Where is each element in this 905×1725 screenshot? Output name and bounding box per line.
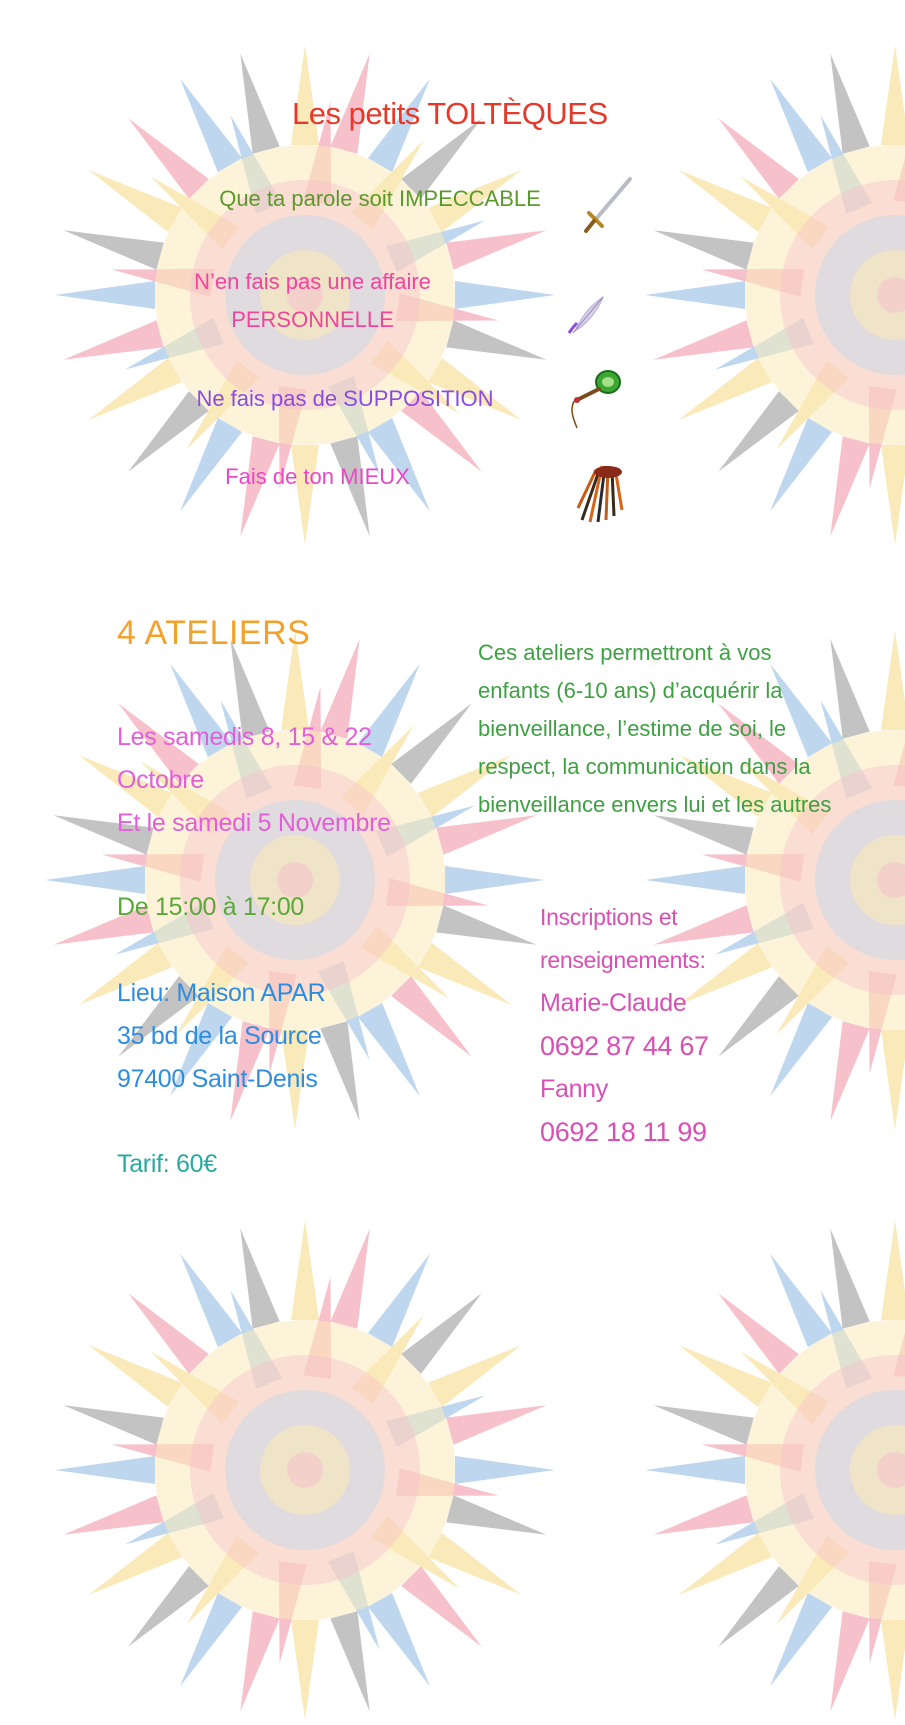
place-line: Lieu: Maison APAR [117,979,326,1007]
rattle-icon [555,360,630,435]
place-line: 35 bd de la Source [117,1022,322,1050]
contact-line: renseignements: [540,947,706,973]
maxim-supposition: Ne fais pas de SUPPOSITION [196,386,494,411]
price: Tarif: 60€ [117,1150,217,1178]
maxim-mieux: Fais de ton MIEUX [225,464,410,489]
page-title: Les petits TOLTÈQUES [292,96,608,131]
contact-phone[interactable]: 0692 87 44 67 [540,1031,709,1061]
dates-line: Et le samedi 5 Novembre [117,809,391,837]
contact-name: Fanny [540,1075,608,1103]
contact-line: Inscriptions et [540,904,678,930]
dates-line: Les samedis 8, 15 & 22 [117,723,372,751]
contact-phone[interactable]: 0692 18 11 99 [540,1117,707,1147]
dates-line: Octobre [117,766,204,794]
place-line: 97400 Saint-Denis [117,1065,318,1093]
background-mandala [640,40,905,550]
background-mandala [640,1215,905,1725]
workshops-heading: 4 ATELIERS [117,614,311,652]
background-mandala [50,1215,560,1725]
contact-name: Marie-Claude [540,989,687,1017]
time-slot: De 15:00 à 17:00 [117,893,305,921]
sword-icon [580,175,635,235]
headdress-icon [572,460,627,525]
feather-icon [555,293,615,338]
workshop-description: Ces ateliers permettront à vos enfants (6-10 ans) d’acquérir la bienveillance, l’estime de soi, le respect, la communication dans la bienveillance envers lui et les autres [478,640,832,817]
maxim-personnelle: N’en fais pas une affaire PERSONNELLE [194,269,431,332]
maxim-impeccable: Que ta parole soit IMPECCABLE [219,186,541,211]
